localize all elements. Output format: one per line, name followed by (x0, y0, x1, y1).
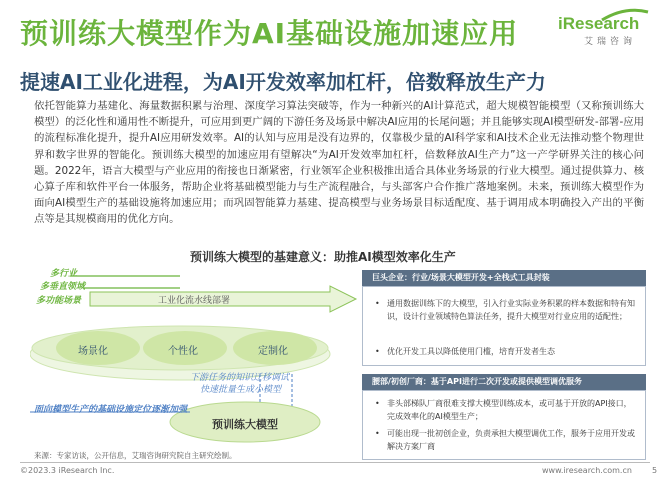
page-number: 5 (652, 466, 658, 475)
logo-i: i (558, 14, 563, 33)
logo-swoosh-icon (600, 8, 650, 22)
page-title: 预训练大模型作为AI基础设施加速应用 (20, 17, 519, 50)
downstream-label-1: 下游任务的知识迁移调试 (190, 373, 290, 383)
logo-word: Research (562, 14, 640, 33)
panel-box-giants (362, 286, 646, 366)
bullet-icon: • (375, 399, 380, 408)
label-multi-function: 多功能场景 (36, 296, 82, 306)
copyright: ©2023.3 iResearch Inc. (20, 466, 115, 475)
panel-box-startups (362, 390, 646, 460)
bullet-icon: • (375, 347, 380, 356)
page-subtitle: 提速AI工业化进程，为AI开发效率加杠杆，倍数释放生产力 (20, 70, 546, 94)
logo-subtext: 艾瑞咨询 (584, 37, 637, 47)
panel-bullet: 通用数据训练下的大模型，引入行业实际业务积累的样本数据和特有知识，设计行业领域特色算法任务，提升大模型对行业应用的适配性； (387, 299, 635, 321)
downstream-label-2: 快速批量生成小模型 (200, 385, 282, 395)
panel-bullet: 优化开发工具以降低使用门槛，培育开发者生态 (387, 347, 555, 356)
panel-head-startups: 腰部/初创厂商：基于API进行二次开发或提供模型调优服务 (362, 374, 646, 390)
source-note: 来源：专家访谈，公开信息，艾瑞咨询研究院自主研究绘制。 (34, 451, 237, 460)
oval-label-scenario: 场景化 (78, 346, 108, 357)
diagram-heading: 预训练大模型的基建意义：助推AI模型效率化生产 (190, 250, 456, 264)
panel-bullet: 非头部梯队厂商很难支撑大模型训练成本，或可基于开放的API接口，完成效率化的AI模型生产； (387, 399, 632, 421)
panel-bullet: 可能出现一批初创企业，负责承担大模型调优工作，服务于应用开发或解决方案厂商 (387, 429, 635, 451)
label-multi-vertical: 多垂直领域 (40, 282, 86, 292)
oval-label-customized: 定制化 (258, 346, 288, 357)
panel-head-giants: 巨头企业：行业/场景大模型开发+全栈式工具封装 (362, 270, 646, 286)
base-model-label: 预训练大模型 (212, 418, 278, 431)
website-link[interactable]: www.iresearch.com.cn (542, 466, 632, 475)
bullet-icon: • (375, 429, 380, 438)
footer-divider (20, 462, 650, 463)
pipeline-label: 工业化流水线部署 (158, 296, 231, 306)
oval-label-personalized: 个性化 (168, 346, 198, 357)
body-paragraph: 依托智能算力基建化、海量数据积累与治理、深度学习算法突破等，作为一种新兴的AI计算范式，超大规模智能模型（又称预训练大模型）的泛化性和通用性不断提升，可应用到更广阔的下游任务及场景中解决AI应用的长尾问题；并且能够实现AI模型研发-部署-应用的流程标准化提升，提升AI应用研发效率。AI的认知与应用是没有边界的，仅靠极少量的AI科学家和AI技术企业无法推动整个物理世界和数字世界的智能化。预训练大模型的加速应用有望解决“为AI开发效率加杠杆，倍数释放AI生产力”这一产学研界关注的核心问题。2022年，语言大模型与产业应用的衔接也日渐紧密，行业领军企业积极推出适合具体业务场景的行业大模型。通过提供算力、核心算子库和软件平台一体服务，帮助企业将基础模型能力与生产流程融合，与头部客户合作推广落地案例。未来，预训练大模型作为面向AI模型生产的基础设施将加速应用；而巩固智能算力基建、提高模型与业务场景目标适配度、基于调用成本明确投入产出的平衡点等是其规模商用的优化方向。 (34, 100, 644, 226)
base-caption: 面向模型生产的基础设施定位逐渐加强 (34, 405, 188, 415)
label-multi-industry: 多行业 (50, 269, 78, 279)
bullet-icon: • (375, 299, 380, 308)
